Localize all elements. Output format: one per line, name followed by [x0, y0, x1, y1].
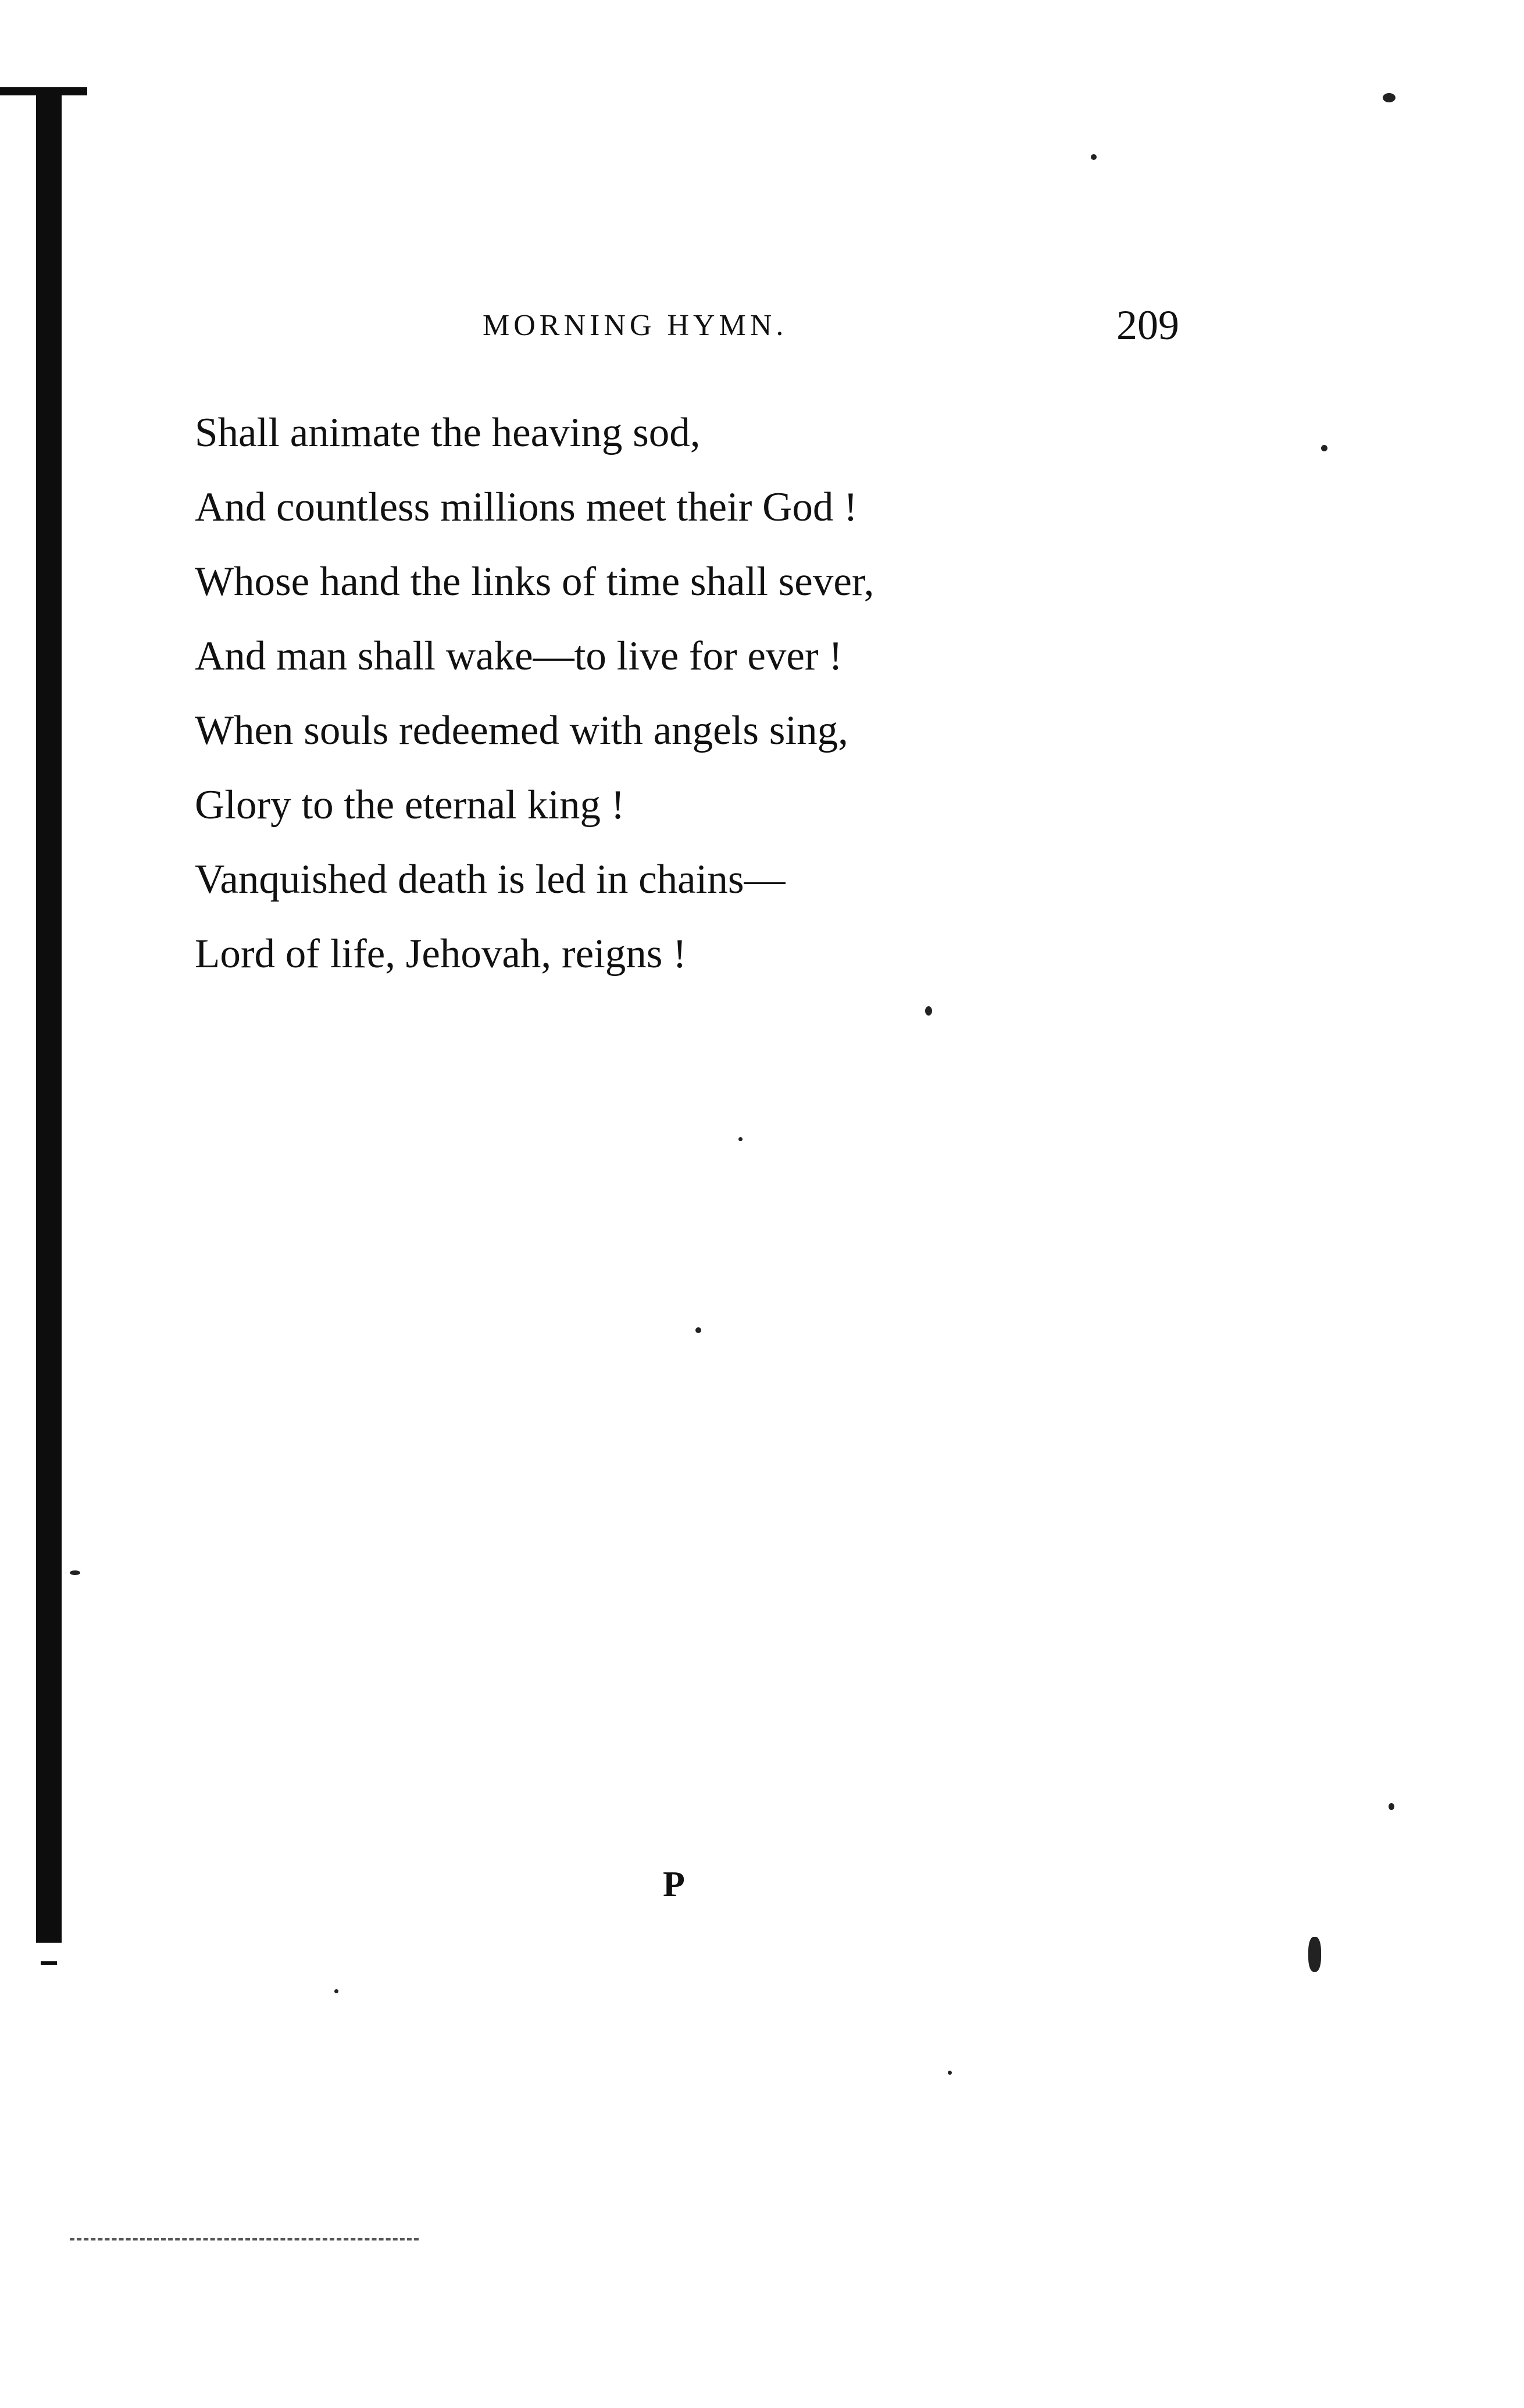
- page-number: 209: [1116, 302, 1179, 348]
- binding-edge: [36, 87, 62, 1943]
- scan-speck: [695, 1327, 701, 1333]
- scan-speck: [1389, 1803, 1394, 1810]
- poem-line: Glory to the eternal king !: [195, 782, 625, 828]
- scan-speck: [948, 2071, 952, 2075]
- scan-speck: [70, 1570, 80, 1575]
- scan-speck: [334, 1989, 338, 1993]
- poem-line: And countless millions meet their God !: [195, 485, 858, 530]
- bottom-rule: [70, 2238, 419, 2240]
- signature-mark: P: [663, 1865, 685, 1904]
- scan-speck: [738, 1137, 743, 1141]
- scan-speck: [1321, 445, 1327, 451]
- poem-line: Whose hand the links of time shall sever,: [195, 559, 875, 604]
- scan-speck: [925, 1006, 932, 1016]
- poem-line: And man shall wake—to live for ever !: [195, 633, 843, 679]
- poem-line: Lord of life, Jehovah, reigns !: [195, 931, 687, 977]
- poem-line: When souls redeemed with angels sing,: [195, 708, 848, 753]
- poem-stanza: [195, 396, 874, 991]
- scan-speck: [1308, 1937, 1321, 1972]
- binding-edge-tick: [41, 1961, 57, 1965]
- scan-speck: [1383, 93, 1395, 102]
- scan-speck: [1091, 154, 1097, 160]
- poem-line: Vanquished death is led in chains—: [195, 857, 786, 902]
- poem-line: Shall animate the heaving sod,: [195, 410, 701, 455]
- running-title: MORNING HYMN.: [483, 309, 788, 342]
